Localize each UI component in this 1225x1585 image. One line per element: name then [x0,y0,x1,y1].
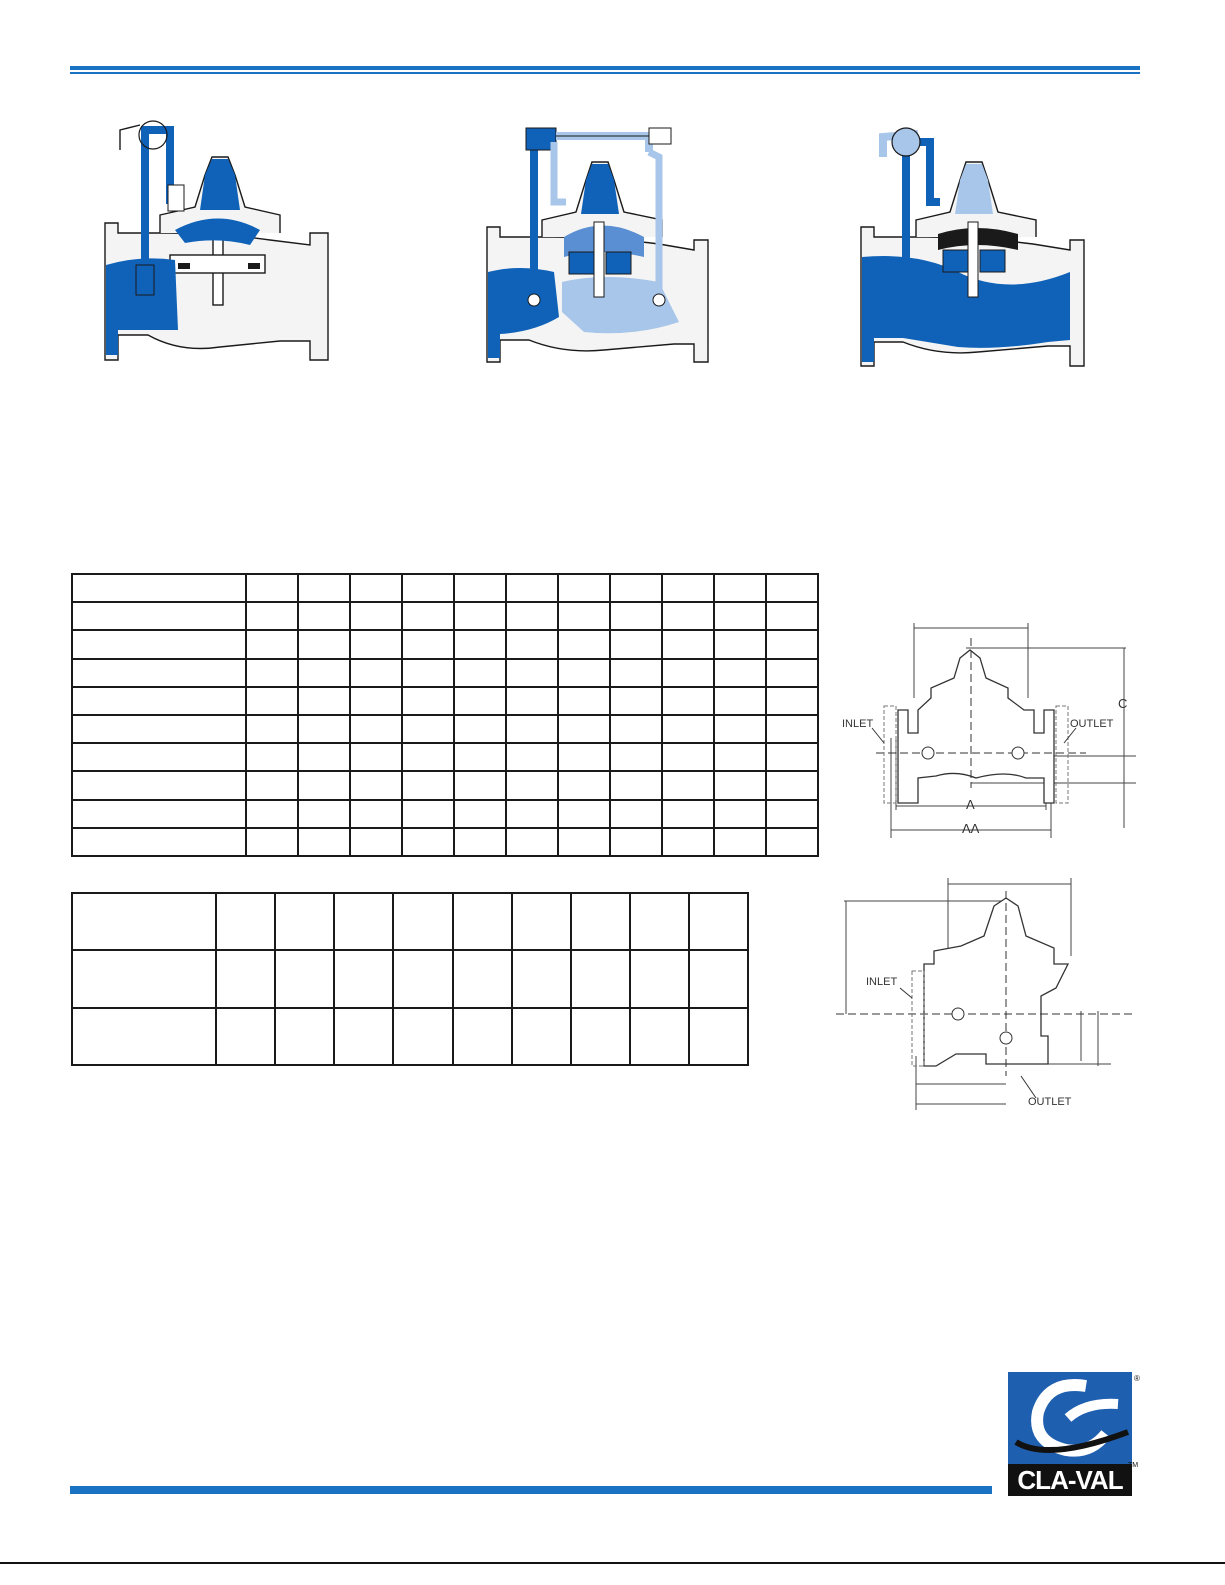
table-cell [246,771,298,799]
table-cell [558,715,610,743]
table-cell [506,828,558,856]
table-cell [402,574,454,602]
table-cell [350,743,402,771]
table-cell [630,893,689,950]
table-cell [453,950,512,1007]
dimension-table-row [72,771,818,799]
table-cell [350,771,402,799]
table-cell [689,950,748,1007]
table-cell [402,687,454,715]
table-cell [334,893,393,950]
table-cell [402,800,454,828]
table-cell [662,602,714,630]
table-cell [610,574,662,602]
dimension-table-row [72,659,818,687]
angle-table-body [72,893,748,1065]
table-cell [662,800,714,828]
table-cell [610,630,662,658]
table-cell [610,771,662,799]
table-cell [571,893,630,950]
table-cell [246,687,298,715]
table-cell [275,1008,334,1065]
globe-valve-dimension-diagram [836,618,1136,848]
table-cell [506,659,558,687]
table-cell [453,1008,512,1065]
table-cell [662,659,714,687]
table-cell [766,574,818,602]
logo-registered: ® [1134,1374,1140,1383]
table-cell [216,950,275,1007]
table-cell [714,630,766,658]
table-cell [714,800,766,828]
table-cell [558,743,610,771]
logo-trademark: TM [1128,1462,1139,1469]
cla-val-logo [1008,1372,1138,1500]
table-cell [216,1008,275,1065]
table-cell [393,893,452,950]
table-cell [350,659,402,687]
table-cell [402,771,454,799]
table-cell [714,771,766,799]
table-cell [558,828,610,856]
table-cell [246,800,298,828]
table-cell [766,659,818,687]
table-cell [298,771,350,799]
table-cell [689,1008,748,1065]
table-cell [766,743,818,771]
table-cell [512,950,571,1007]
valve-diagram-modulating [484,122,712,368]
dim-label-c: C [1118,696,1128,711]
table-row-header-cell [72,800,246,828]
table-cell [766,602,818,630]
table-cell [662,743,714,771]
dimension-table-row [72,715,818,743]
table-row-header-cell [72,828,246,856]
table-cell [766,828,818,856]
dim-label-aa: AA [962,821,980,836]
table-cell [714,574,766,602]
angle-table-row [72,1008,748,1065]
table-cell [558,800,610,828]
table-cell [454,771,506,799]
angle-table-row [72,893,748,950]
table-cell [610,715,662,743]
table-cell [714,743,766,771]
table-cell [714,828,766,856]
table-cell [558,659,610,687]
table-cell [298,630,350,658]
table-cell [402,715,454,743]
table-cell [402,828,454,856]
inlet-label: INLET [842,718,874,730]
table-cell [275,893,334,950]
table-cell [246,602,298,630]
header-rule [70,66,1140,78]
table-cell [454,574,506,602]
table-cell [350,602,402,630]
table-cell [246,630,298,658]
dimension-table-row [72,800,818,828]
page-bottom-border [0,1562,1225,1564]
table-cell [506,771,558,799]
logo-swirl-icon [1008,1372,1132,1466]
table-cell [334,1008,393,1065]
table-cell [506,630,558,658]
table-cell [393,1008,452,1065]
logo-mark [1008,1372,1132,1466]
dimension-table-row [72,630,818,658]
table-cell [512,893,571,950]
table-cell [393,950,452,1007]
table-cell [610,659,662,687]
table-row-header-cell [72,574,246,602]
table-cell [766,800,818,828]
table-cell [506,602,558,630]
table-cell [766,630,818,658]
dimension-table-row [72,687,818,715]
table-cell [506,687,558,715]
table-cell [506,574,558,602]
table-cell [275,950,334,1007]
table-cell [571,1008,630,1065]
dimension-table-row [72,743,818,771]
inlet-label-angle: INLET [866,976,898,988]
table-cell [298,659,350,687]
table-row-header-cell [72,893,216,950]
table-cell [662,771,714,799]
table-cell [453,893,512,950]
angle-dimension-table [71,892,749,1066]
table-cell [662,630,714,658]
table-cell [298,828,350,856]
table-row-header-cell [72,687,246,715]
table-cell [662,715,714,743]
table-cell [298,574,350,602]
table-cell [334,950,393,1007]
table-cell [766,771,818,799]
outlet-label-angle: OUTLET [1028,1096,1072,1108]
table-cell [216,893,275,950]
table-cell [610,828,662,856]
outlet-label: OUTLET [1070,718,1114,730]
table-cell [506,743,558,771]
footer-rule [70,1486,992,1494]
table-row-header-cell [72,602,246,630]
table-cell [454,659,506,687]
dim-label-a: A [966,797,975,812]
dimension-table [71,573,819,857]
table-cell [610,800,662,828]
table-row-header-cell [72,715,246,743]
table-cell [558,574,610,602]
table-cell [662,687,714,715]
table-cell [662,828,714,856]
table-cell [454,687,506,715]
dimension-table-row [72,828,818,856]
angle-table-row [72,950,748,1007]
table-row-header-cell [72,630,246,658]
table-cell [506,800,558,828]
table-cell [350,715,402,743]
table-cell [350,574,402,602]
table-cell [298,715,350,743]
table-cell [454,602,506,630]
table-row-header-cell [72,950,216,1007]
table-cell [246,574,298,602]
table-cell [558,630,610,658]
dimension-table-body [72,574,818,856]
table-row-header-cell [72,659,246,687]
table-cell [402,659,454,687]
table-cell [246,715,298,743]
table-cell [246,828,298,856]
table-cell [558,602,610,630]
table-cell [714,602,766,630]
table-cell [766,687,818,715]
table-cell [402,743,454,771]
table-cell [558,771,610,799]
table-cell [350,800,402,828]
table-cell [689,893,748,950]
table-cell [350,630,402,658]
angle-valve-dimension-diagram [836,876,1136,1110]
table-cell [610,602,662,630]
table-cell [630,1008,689,1065]
table-cell [714,715,766,743]
table-cell [298,602,350,630]
table-cell [714,659,766,687]
table-cell [512,1008,571,1065]
table-cell [558,687,610,715]
table-cell [454,715,506,743]
table-cell [402,602,454,630]
table-cell [246,659,298,687]
table-cell [298,687,350,715]
table-cell [571,950,630,1007]
valve-diagram-closed [100,115,332,365]
table-cell [662,574,714,602]
logo-text: CLA-VAL [1008,1464,1132,1496]
dimension-table-row [72,602,818,630]
table-row-header-cell [72,771,246,799]
table-cell [610,743,662,771]
table-cell [454,630,506,658]
table-cell [350,687,402,715]
table-row-header-cell [72,1008,216,1065]
table-cell [454,800,506,828]
table-cell [454,828,506,856]
table-cell [246,743,298,771]
table-cell [630,950,689,1007]
table-cell [714,687,766,715]
table-cell [766,715,818,743]
table-cell [350,828,402,856]
table-row-header-cell [72,743,246,771]
table-cell [454,743,506,771]
table-cell [610,687,662,715]
table-cell [298,743,350,771]
table-cell [298,800,350,828]
dimension-table-row [72,574,818,602]
table-cell [506,715,558,743]
valve-diagram-open [858,122,1088,370]
table-cell [402,630,454,658]
